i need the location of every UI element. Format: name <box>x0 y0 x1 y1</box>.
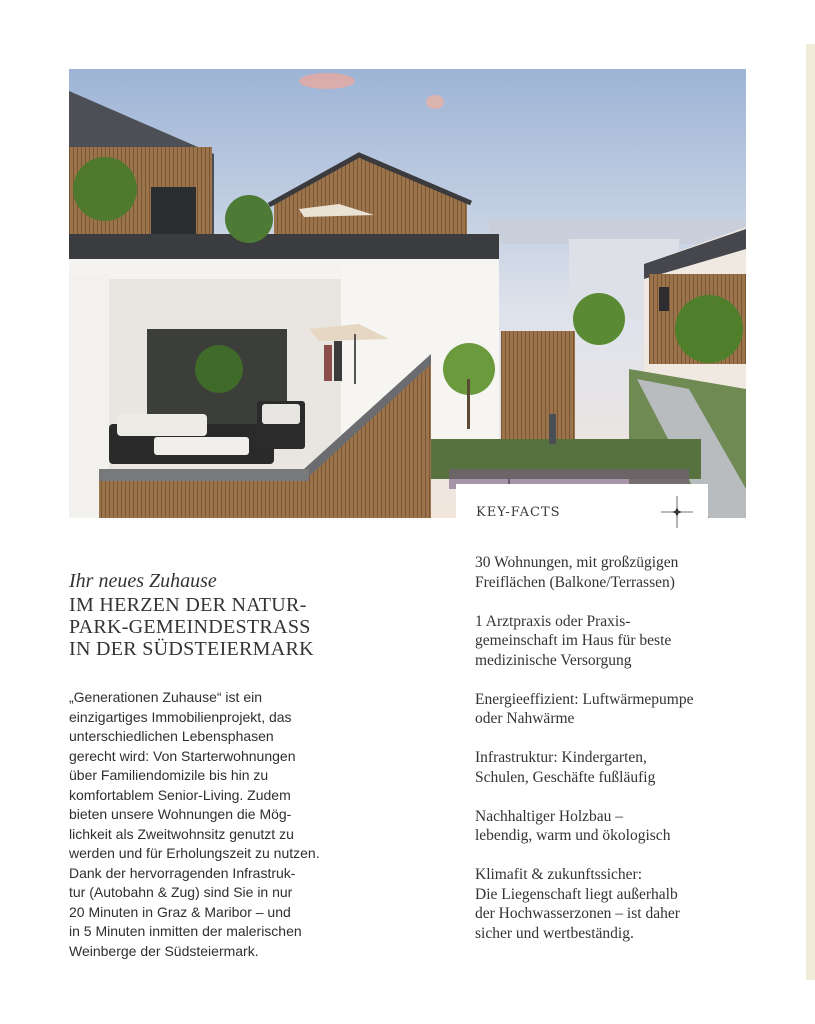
key-facts-label: KEY-FACTS <box>476 505 561 520</box>
body-line: „Generationen Zuhause“ ist ein <box>69 689 262 705</box>
headline-line: IM HERZEN DER NATUR- <box>69 594 307 616</box>
body-line: werden und für Erholungszeit zu nutzen. <box>69 845 320 861</box>
fact-line: Die Liegenschaft liegt außerhalb <box>475 885 678 903</box>
intro-body-paragraph <box>69 688 349 961</box>
key-fact-item <box>475 748 755 787</box>
body-line: über Familiendomizile bis hin zu <box>69 767 269 783</box>
key-fact-item <box>475 690 755 729</box>
fact-line: lebendig, warm und ökologisch <box>475 827 671 844</box>
fact-line: Nachhaltiger Holzbau – <box>475 807 624 825</box>
fact-line: oder Nahwärme <box>475 710 575 727</box>
body-line: Weinberge der Südsteiermark. <box>69 942 259 959</box>
sparkle-icon <box>659 494 695 530</box>
headline-line: IN DER SÜDSTEIERMARK <box>69 638 314 660</box>
intro-subtitle: Ihr neues Zuhause <box>69 570 217 592</box>
hero-rendering-image <box>69 69 746 518</box>
body-line: bieten unsere Wohnungen die Mög- <box>69 806 292 822</box>
side-accent-strip <box>806 44 815 980</box>
body-line: lichkeit als Zweitwohnsitz genutzt zu <box>69 825 294 842</box>
fact-line: 1 Arztpraxis oder Praxis- <box>475 612 631 630</box>
key-fact-item <box>475 612 755 671</box>
fact-line: Klimafit & zukunftssicher: <box>475 866 643 883</box>
headline-line: PARK-GEMEINDESTRASS <box>69 616 311 638</box>
fact-line: Freiflächen (Balkone/Terrassen) <box>475 573 675 591</box>
fact-line: gemeinschaft im Haus für beste <box>475 632 672 649</box>
intro-headline <box>69 594 369 660</box>
fact-line: sicher und wertbeständig. <box>475 924 634 942</box>
body-line: 20 Minuten in Graz & Maribor – und <box>69 903 291 920</box>
fact-line: der Hochwasserzonen – ist daher <box>475 905 680 922</box>
body-line: tur (Autobahn & Zug) sind Sie in nur <box>69 884 293 900</box>
fact-line: medizinische Versorgung <box>475 651 632 669</box>
key-fact-item <box>475 553 755 592</box>
body-line: komfortablem Senior-Living. Zudem <box>69 786 291 803</box>
body-line: unterschiedlichen Lebensphasen <box>69 728 274 744</box>
key-facts-header <box>456 484 708 524</box>
key-fact-item <box>475 807 755 846</box>
intro-heading-block <box>69 570 369 660</box>
fact-line: Infrastruktur: Kindergarten, <box>475 749 647 766</box>
fact-line: 30 Wohnungen, mit großzügigen <box>475 554 679 571</box>
key-facts-list <box>475 553 755 963</box>
body-line: gerecht wird: Von Starterwohnungen <box>69 747 296 764</box>
fact-line: Schulen, Geschäfte fußläufig <box>475 768 656 786</box>
fact-line: Energieeffizient: Luftwärmepumpe <box>475 690 694 708</box>
body-line: einzigartiges Immobilienprojekt, das <box>69 708 292 725</box>
body-line: in 5 Minuten inmitten der malerischen <box>69 923 302 939</box>
body-line: Dank der hervorragenden Infrastruk- <box>69 864 296 881</box>
key-fact-item <box>475 865 755 943</box>
